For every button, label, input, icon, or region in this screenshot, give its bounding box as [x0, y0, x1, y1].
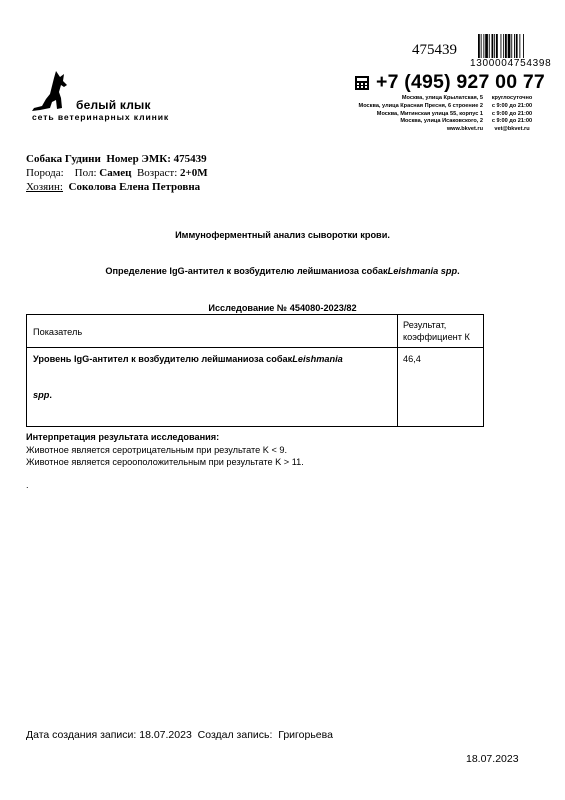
patient-line	[26, 153, 207, 165]
website-link[interactable]: www.bkvet.ru	[446, 126, 483, 133]
report-title: Иммуноферментный анализ сыворотки крови.	[175, 230, 390, 240]
hours-item: с 9:00 до 21:00	[491, 118, 533, 125]
interpretation	[26, 431, 304, 491]
address-item: Москва, улица Крылатская, 5	[401, 95, 483, 101]
interpretation-title: Интерпретация результата исследования:	[26, 432, 220, 442]
address-item: Москва, улица Красная Пресня, 6 строение 2	[358, 102, 483, 109]
table-row-indicator-cont	[33, 389, 52, 401]
stray-dot: .	[26, 479, 29, 490]
breed-line	[26, 167, 208, 179]
interpretation-line: Животное является серотрицательным при результате K < 9.	[26, 444, 288, 455]
created-by-label: Создал запись:	[197, 729, 273, 741]
address-item: Москва, Митинская улица 55, корпус 1	[376, 110, 483, 117]
col-header-result-line: коэффициент К	[403, 332, 470, 342]
created-by: Григорьева	[278, 729, 333, 741]
address-item: Москва, улица Исаковского, 2	[400, 118, 483, 125]
hours-item: круглосуточно	[491, 95, 533, 101]
owner-line	[26, 181, 200, 193]
brand-subtitle: сеть ветеринарных клиник	[32, 112, 170, 122]
emk-number-top: 475439	[412, 42, 457, 58]
hours-list	[488, 95, 536, 134]
record-footer	[26, 729, 333, 741]
study-number: Исследование № 454080-2023/82	[208, 303, 357, 313]
phone-number[interactable]: +7 (495) 927 00 77	[376, 71, 545, 93]
created-date: 18.07.2023	[139, 729, 192, 741]
indicator-italic: spp	[33, 390, 50, 400]
indicator-suffix: .	[49, 390, 52, 400]
col-header-result-line: Результат,	[403, 320, 447, 330]
owner-value: Соколова Елена Петровна	[68, 181, 201, 193]
report-subtitle	[0, 266, 565, 276]
table-row-indicator	[33, 353, 343, 365]
subtitle-suffix: .	[457, 266, 460, 276]
subtitle-italic: Leishmania spp	[387, 266, 458, 276]
dog-logo-icon	[30, 68, 80, 116]
table-divider	[27, 347, 483, 348]
emk-value: 475439	[173, 153, 207, 165]
breed-label: Порода:	[26, 167, 64, 179]
sex-label: Пол:	[74, 167, 97, 179]
hours-item: с 9:00 до 21:00	[491, 110, 533, 117]
patient-name: Собака Гудини	[26, 153, 101, 165]
email-link[interactable]: vet@bkvet.ru	[494, 126, 530, 133]
age-value: 2+0М	[180, 167, 208, 179]
bottom-date: 18.07.2023	[466, 753, 519, 765]
indicator-text: Уровень IgG-антител к возбудителю лейшманиоза собак	[33, 354, 293, 364]
results-table	[26, 314, 484, 427]
address-list	[300, 95, 483, 134]
phone-icon	[354, 75, 370, 91]
age-label: Возраст:	[136, 167, 178, 179]
brand-name: белый клык	[76, 98, 151, 112]
owner-label: Хозяин:	[26, 181, 63, 193]
emk-label: Номер ЭМК:	[106, 153, 171, 165]
created-label: Дата создания записи:	[26, 729, 137, 741]
barcode-number: 1300004754398	[470, 58, 552, 69]
sex-value: Самец	[99, 167, 132, 179]
hours-item: с 9:00 до 21:00	[491, 102, 533, 109]
table-row-value: 46,4	[403, 354, 421, 364]
subtitle-text: Определение IgG-антител к возбудителю лейшманиоза собак	[105, 266, 388, 276]
col-header-result	[403, 319, 470, 343]
table-divider	[397, 315, 398, 426]
interpretation-line: Животное является серооположительным при результате K > 11.	[26, 457, 304, 467]
indicator-italic: Leishmania	[292, 354, 343, 364]
col-header-indicator: Показатель	[33, 327, 83, 337]
